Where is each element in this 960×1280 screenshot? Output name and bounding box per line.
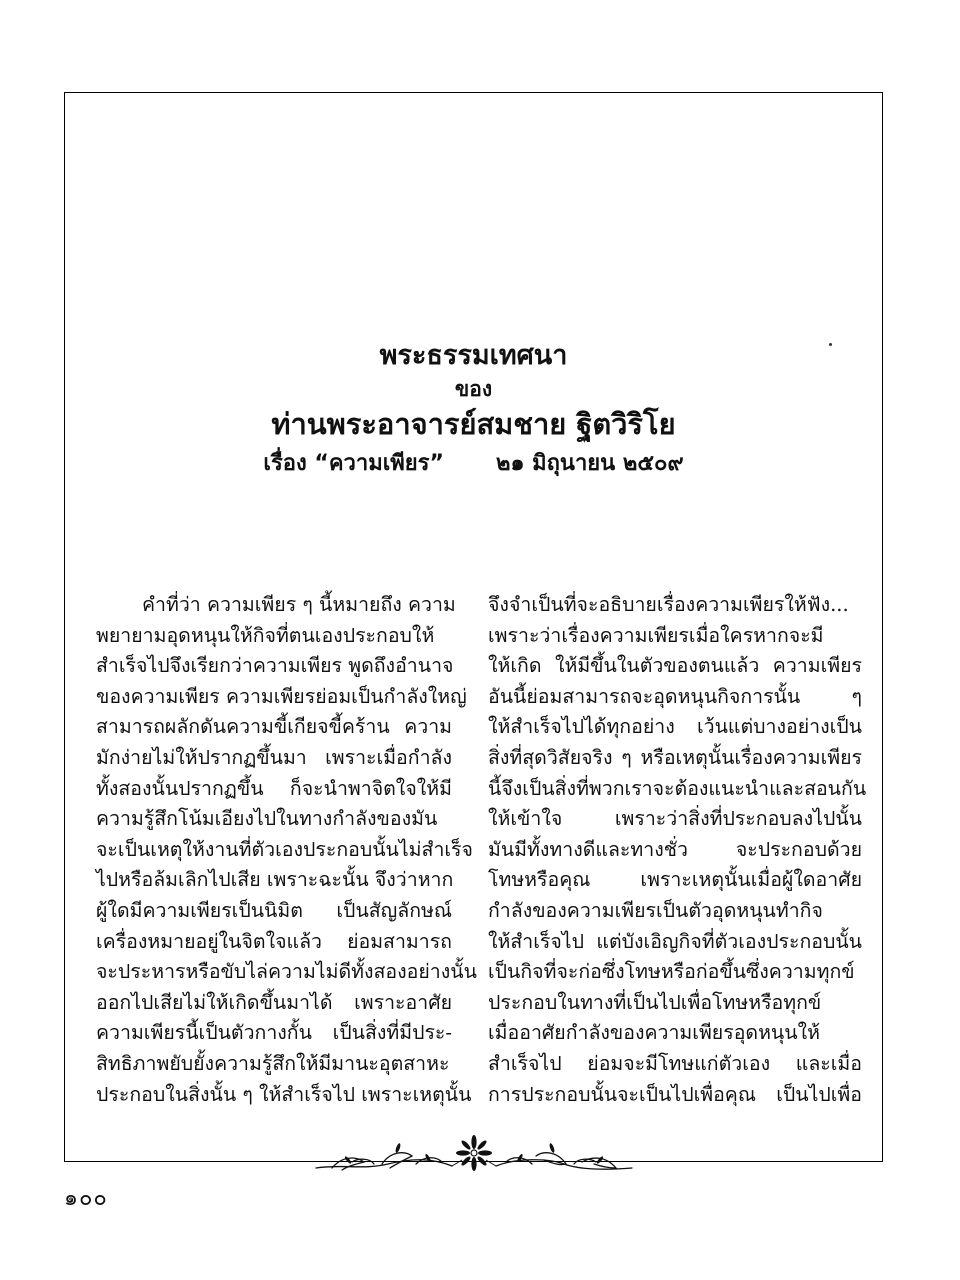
text-line: ให้สำเร็จไป แต่บังเอิญกิจที่ตัวเองประกอบนั้น: [488, 929, 862, 953]
text-line: ประกอบในทางที่เป็นไปเพื่อโทษหรือทุกข์: [488, 990, 822, 1014]
text-line: ออกไปเสียไม่ให้เกิดขึ้นมาได้ เพราะอาศัย: [96, 990, 452, 1014]
right-text-column: [488, 590, 867, 1110]
text-line: สิทธิภาพยับยั้งความรู้สึกให้มีมานะอุตสาหะ: [96, 1051, 450, 1075]
left-text-column: [96, 590, 477, 1110]
sermon-title: พระธรรมเทศนา: [374, 336, 574, 376]
text-line: ความรู้สึกโน้มเอียงไปในทางกำลังของมัน: [96, 807, 438, 831]
sermon-heading: [64, 336, 883, 482]
text-line: โทษหรือคุณ เพราะเหตุนั้นเมื่อผู้ใดอาศัย: [488, 868, 862, 892]
text-line: จะเป็นเหตุให้งานที่ตัวเองประกอบนั้นไม่สำเร็จ: [96, 837, 473, 861]
text-line: เพราะว่าเรื่องความเพียรเมื่อใครหากจะมี: [488, 623, 824, 647]
text-line: เมื่ออาศัยกำลังของความเพียรอุดหนุนให้: [488, 1021, 820, 1045]
text-line: ประกอบในสิ่งนั้น ๆ ให้สำเร็จไป เพราะเหตุนั้น: [96, 1082, 472, 1106]
text-line: มักง่ายไม่ให้ปรากฏขึ้นมา เพราะเมื่อกำลัง: [96, 745, 452, 769]
text-line: สำเร็จไปจึงเรียกว่าความเพียร พูดถึงอำนาจ: [96, 654, 454, 678]
text-line: ให้เกิด ให้มีขึ้นในตัวของตนแล้ว ความเพียร: [488, 654, 862, 678]
text-line: สำเร็จไป ย่อมจะมีโทษแก่ตัวเอง และเมื่อ: [488, 1051, 862, 1075]
text-line: กำลังของความเพียรเป็นตัวอุดหนุนทำกิจ: [488, 898, 823, 922]
author-name: ท่านพระอาจารย์สมชาย ฐิตวิริโย: [265, 407, 681, 441]
text-line: นี้จึงเป็นสิ่งที่พวกเราจะต้องแนะนำและสอนกัน: [488, 776, 867, 800]
text-line: ทั้งสองนั้นปรากฏขึ้น ก็จะนำพาจิตใจให้มี: [96, 776, 452, 800]
text-line: เป็นกิจที่จะก่อซึ่งโทษหรือก่อขึ้นซึ่งความทุกข์: [488, 960, 855, 984]
text-line: ผู้ใดมีความเพียรเป็นนิมิต เป็นสัญลักษณ์: [96, 898, 452, 922]
text-line: การประกอบนั้นจะเป็นไปเพื่อคุณ เป็นไปเพื่อ: [488, 1082, 862, 1106]
floral-ornament-icon: [312, 1134, 636, 1178]
sermon-subject: เรื่อง “ความเพียร”: [257, 451, 450, 476]
text-line: ให้เข้าใจ เพราะว่าสิ่งที่ประกอบลงไปนั้น: [488, 807, 862, 831]
text-line: ให้สำเร็จไปได้ทุกอย่าง เว้นแต่บางอย่างเป็น: [488, 715, 862, 739]
text-line: เครื่องหมายอยู่ในจิตใจแล้ว ย่อมสามารถ: [96, 929, 452, 953]
text-line: คำที่ว่า ความเพียร ๆ นี้หมายถึง ความ: [142, 593, 456, 616]
page-number: ๑๐๐: [64, 1186, 108, 1211]
text-line: สิ่งที่สุดวิสัยจริง ๆ หรือเหตุนั้นเรื่องความเพียร: [488, 745, 862, 769]
text-line: ไปหรือล้มเลิกไปเสีย เพราะฉะนั้น จึงว่าหาก: [96, 868, 454, 892]
text-line: อันนี้ย่อมสามารถจะอุดหนุนกิจการนั้น ๆ: [488, 684, 862, 708]
heading-of: ของ: [449, 377, 498, 401]
text-line: ความเพียรนี้เป็นตัวกางกั้น เป็นสิ่งที่มีประ-: [96, 1021, 452, 1045]
text-line: สามารถผลักดันความขี้เกียจขี้คร้าน ความ: [96, 715, 452, 739]
text-line: มันมีทั้งทางดีและทางชั่ว จะประกอบด้วย: [488, 837, 862, 861]
text-line: จึงจำเป็นที่จะอธิบายเรื่องความเพียรให้ฟัง...: [488, 593, 849, 616]
text-line: ของความเพียร ความเพียรย่อมเป็นกำลังใหญ่: [96, 684, 467, 708]
sermon-date: ๒๑ มิถุนายน ๒๕๐๙: [490, 451, 690, 476]
text-line: จะประหารหรือขับไล่ความไม่ดีทั้งสองอย่างนั้น: [96, 960, 477, 984]
text-line: พยายามอุดหนุนให้กิจที่ตนเองประกอบให้: [96, 623, 435, 647]
